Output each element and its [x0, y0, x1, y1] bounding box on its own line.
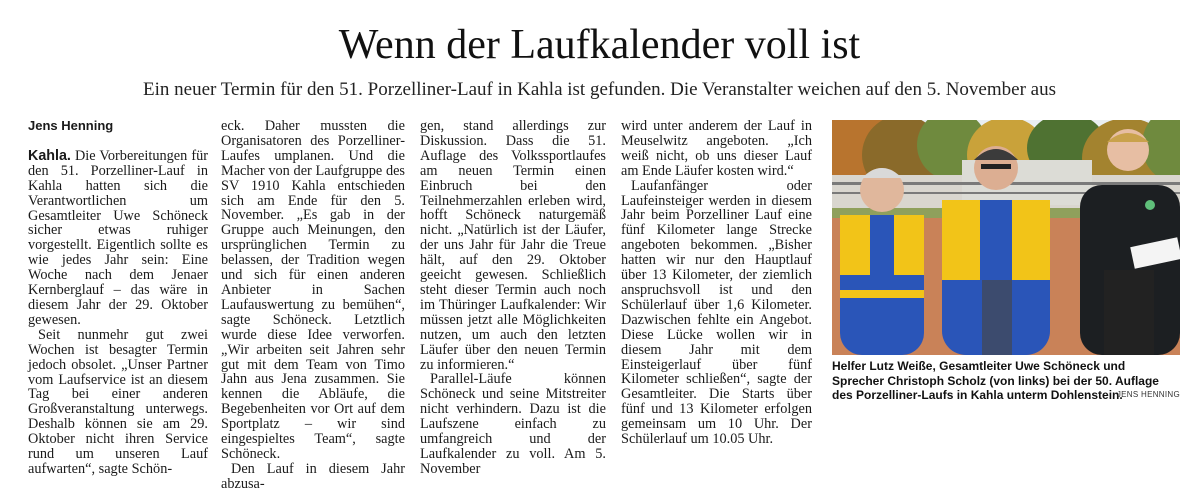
article-paragraph: Den Lauf in diesem Jahr abzusa-	[221, 460, 405, 492]
photo-illustration	[832, 120, 1180, 355]
photo-credit: JENS HENNING	[1116, 390, 1180, 400]
article-paragraph: Seit nunmehr gut zwei Wochen ist besagter Termin jedoch obsolet. „Unser Partner vom Laufservice ist an diesem Tag bei einer anderen Großveranstaltung unterwegs. Deshalb können sie am 29. Oktober nicht ihren Service rund um unseren Lauf aufwarten“, sagte Schön-	[28, 326, 208, 477]
article-paragraph: wird unter anderem der Lauf in Meuselwitz angeboten. „Ich weiß nicht, ob uns dieser Lauf am Ende Läufer kosten wird.“	[621, 118, 812, 179]
article-paragraph: Parallel-Läufe können Schöneck und seine Mitstreiter nicht verhindern. Dazu ist die Laufszene einfach zu umfangreich und der Laufkalender zu voll. Am 5. November	[420, 371, 606, 477]
article-paragraph	[28, 149, 208, 328]
author-byline: Jens Henning	[28, 118, 114, 133]
article-column-2	[221, 119, 405, 492]
article-headline: Wenn der Laufkalender voll ist	[338, 22, 861, 68]
article-photo	[832, 120, 1180, 355]
article-column-3	[420, 119, 606, 477]
paragraph-text: Die Vorbereitungen für den 51. Porzelliner-Lauf in Kahla hatten sich die Verantwortlichen um Gesamtleiter Uwe Schöneck sicher etwas ruhiger vorgestellt. Eigentlich sollte es wie jedes Jahr sein: Eine Woche nach dem Jenaer Kernberglauf – das wäre in diesem Jahr der 29. Oktober gewesen.	[28, 147, 208, 328]
photo-caption	[832, 359, 1180, 403]
article-paragraph: eck. Daher mussten die Organisatoren des Porzelliner-Laufes umplanen. Und die Macher von der Laufgruppe des SV 1910 Kahla entschieden sich am Ende für den 5. November. „Es gab in der Gruppe auch Meinungen, den ursprünglichen Termin zu belassen, der Tradition wegen und sich für einen anderen Anbieter in Sachen Laufauswertung zu bemühen“, sagte Schöneck. Letztlich wurde diese Idee verworfen. „Wir arbeiten seit Jahren sehr gut mit dem Team von Timo Jahn aus Jena zusammen. Sie kennen die Abläufe, die Begebenheiten vor Ort auf dem Sportplatz – wir sind eingespieltes Team“, sagte Schöneck.	[221, 118, 405, 462]
article-paragraph: Laufanfänger oder Laufeinsteiger werden in diesem Jahr beim Porzelliner Lauf eine fünf Kilometer lange Strecke angeboten bekommen. „Bisher hatten wir nur den Hauptlauf über 13 Kilometer, der ziemlich anspruchsvoll ist und den Schülerlauf über 1,6 Kilometer. Dazwischen fehlte ein Angebot. Diese Lücke wollen wir in diesem Jahr mit dem Einsteigerlauf über fünf Kilometer schließen“, sagte der Gesamtleiter. Die Starts über fünf und 13 Kilometer erfolgen gemeinsam um 10 Uhr. Der Schülerlauf um 10.05 Uhr.	[621, 177, 812, 448]
dateline: Kahla.	[28, 147, 71, 164]
article-column-1	[28, 119, 208, 477]
article-paragraph: gen, stand allerdings zur Diskussion. Dass die 51. Auflage des Volkssportlaufes am neuen Termin einen Einbruch bei den Teilnehmerzahlen erleben wird, hofft Schöneck naturgemäß nicht. „Natürlich ist der Läufer, der uns Jahr für Jahr die Treue hält, auf den 29. Oktober geeicht gewesen. Schließlich steht dieser Termin auch noch im Thüringer Laufkalender: Wir müssen jetzt alle Möglichkeiten nutzen, um auch den letzten Läufer über den neuen Termin zu informieren.“	[420, 118, 606, 373]
article-subheadline: Ein neuer Termin für den 51. Porzelliner-Lauf in Kahla ist gefunden. Die Veranstalter weichen auf den 5. November aus	[143, 79, 1056, 100]
caption-text: Helfer Lutz Weiße, Gesamtleiter Uwe Schöneck und Sprecher Christoph Scholz (von links) bei der 50. Auflage des Porzelliner-Laufs in Kahla unterm Dohlenstein.	[832, 359, 1159, 403]
article-column-4	[621, 119, 812, 447]
